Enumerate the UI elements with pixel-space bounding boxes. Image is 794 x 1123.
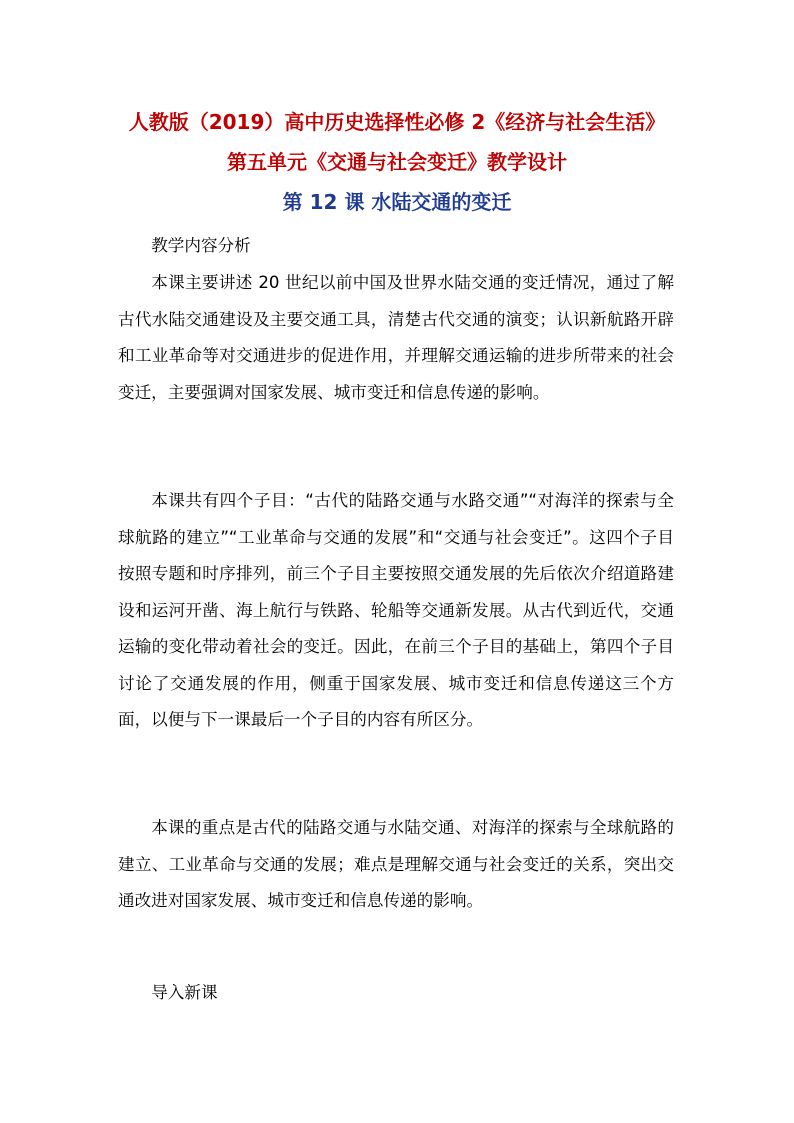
section-heading-text: 导入新课 — [151, 983, 218, 1002]
paragraph-text: 本课共有四个子目：“古代的陆路交通与水路交通”“对海洋的探索与全球航路的建立”“工业革命与交通的发展”和“交通与社会变迁”。这四个子目按照专题和时序排列，前三个子目主要按照交通发展的先后依次介绍道路建设和运河开凿、海上航行与铁路、轮船等交通新发展。从古代到近代，交通运输的变化带动着社会的变迁。因此，在前三个子目的基础上，第四个子目讨论了交通发展的作用，侧重于国家发展、城市变迁和信息传递这三个方面，以便与下一课最后一个子目的内容有所区分。 — [118, 491, 674, 729]
section-heading-intro — [118, 975, 674, 1012]
section-heading-analysis — [118, 228, 674, 265]
paragraph-text: 本课主要讲述 20 世纪以前中国及世界水陆交通的变迁情况，通过了解古代水陆交通建设及主要交通工具，清楚古代交通的演变；认识新航路开辟和工业革命等对交通进步的促进作用，并理解交通运输的进步所带来的社会变迁，主要强调对国家发展、城市变迁和信息传递的影响。 — [118, 273, 674, 402]
paragraph-key-points — [118, 810, 674, 920]
lesson-title: 第 12 课 水陆交通的变迁 — [282, 190, 512, 214]
document-title-line-2: 第五单元《交通与社会变迁》教学设计 — [227, 150, 567, 174]
section-heading-text: 教学内容分析 — [151, 236, 251, 255]
paragraph-subtopics — [118, 483, 674, 739]
paragraph-text: 本课的重点是古代的陆路交通与水陆交通、对海洋的探索与全球航路的建立、工业革命与交通的发展；难点是理解交通与社会变迁的关系，突出交通改进对国家发展、城市变迁和信息传递的影响。 — [118, 818, 674, 910]
document-title-line-1: 人教版（2019）高中历史选择性必修 2《经济与社会生活》 — [128, 110, 666, 134]
paragraph-overview — [118, 265, 674, 411]
